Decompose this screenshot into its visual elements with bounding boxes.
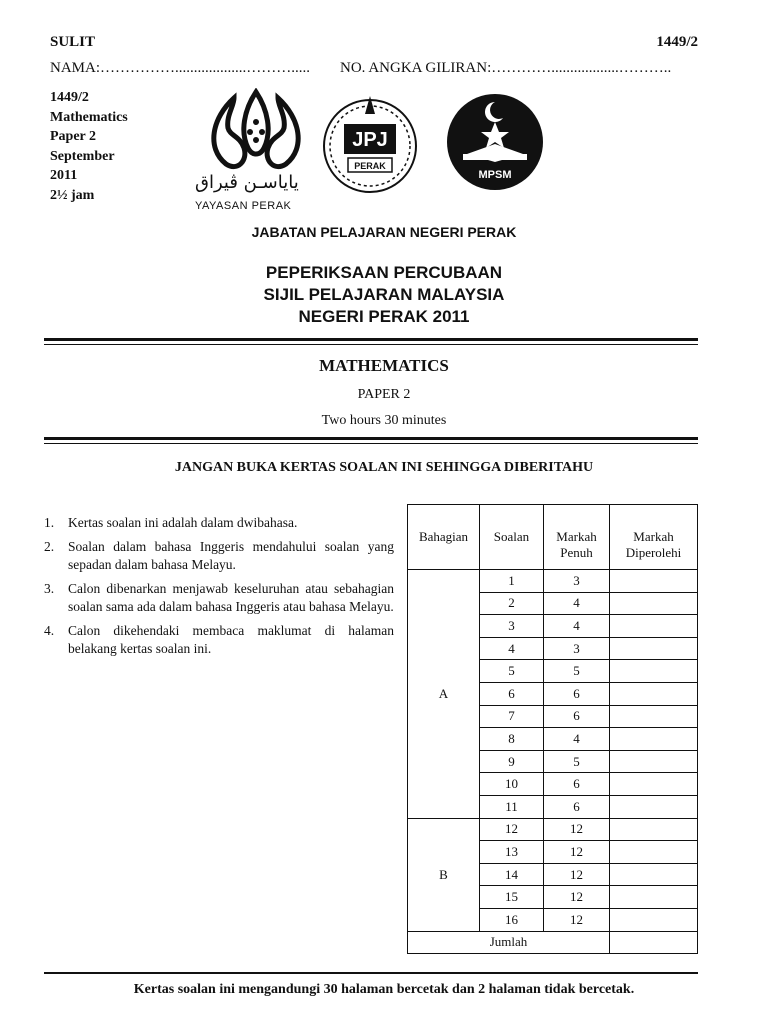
duration-label: Two hours 30 minutes xyxy=(321,413,447,428)
markah-diperolehi-cell[interactable] xyxy=(610,841,698,864)
soalan-cell: 7 xyxy=(480,705,544,728)
instruction-number: 1. xyxy=(44,515,55,530)
markah-diperolehi-cell[interactable] xyxy=(610,615,698,638)
table-total-row xyxy=(408,931,698,954)
mpsm-text: MPSM xyxy=(478,169,512,181)
markah-diperolehi-cell[interactable] xyxy=(610,863,698,886)
soalan-cell: 11 xyxy=(480,795,544,818)
markah-penuh-cell: 12 xyxy=(544,908,610,931)
soalan-cell: 12 xyxy=(480,818,544,841)
meta-code: 1449/2 xyxy=(50,90,89,105)
table-row xyxy=(408,570,698,593)
instruction-number: 4. xyxy=(44,623,55,638)
exam-title-line-1: PEPERIKSAAN PERCUBAAN xyxy=(265,263,503,282)
markah-penuh-cell: 6 xyxy=(544,682,610,705)
instruction-text: Calon dibenarkan menjawab keseluruhan atau sebahagian soalan sama ada dalam bahasa Inggeris atau bahasa Melayu. xyxy=(68,581,394,614)
markah-penuh-cell: 12 xyxy=(544,886,610,909)
nama-field: NAMA:……………...................………..... xyxy=(50,60,311,76)
markah-diperolehi-cell[interactable] xyxy=(610,750,698,773)
markah-penuh-cell: 4 xyxy=(544,615,610,638)
markah-penuh-cell: 4 xyxy=(544,592,610,615)
meta-year: 2011 xyxy=(50,168,78,183)
total-label: Jumlah xyxy=(408,931,610,954)
yayasan-perak-logo xyxy=(204,88,308,176)
instruction-number: 2. xyxy=(44,539,55,554)
subject-title: MATHEMATICS xyxy=(319,356,449,375)
sulit-label: SULIT xyxy=(50,34,96,50)
exam-title-line-2: SIJIL PELAJARAN MALAYSIA xyxy=(263,285,505,304)
mpsm-logo xyxy=(445,92,545,192)
soalan-cell: 15 xyxy=(480,886,544,909)
markah-penuh-cell: 5 xyxy=(544,660,610,683)
meta-month: September xyxy=(50,148,115,164)
markah-penuh-cell: 3 xyxy=(544,637,610,660)
yayasan-perak-text: YAYASAN PERAK xyxy=(195,200,292,212)
warning-text: JANGAN BUKA KERTAS SOALAN INI SEHINGGA DIBERITAHU xyxy=(174,460,594,475)
soalan-cell: 10 xyxy=(480,773,544,796)
markah-penuh-cell: 6 xyxy=(544,705,610,728)
exam-title-line-3: NEGERI PERAK 2011 xyxy=(298,307,470,326)
instruction-number: 3. xyxy=(44,581,55,596)
instruction-item xyxy=(44,514,394,532)
instruction-text: Calon dikehendaki membaca maklumat di halaman belakang kertas soalan ini. xyxy=(68,623,394,656)
table-header-row xyxy=(408,505,698,570)
soalan-cell: 13 xyxy=(480,841,544,864)
divider-mid-thin xyxy=(44,443,698,444)
instruction-text: Soalan dalam bahasa Inggeris mendahului soalan yang sepadan dalam bahasa Melayu. xyxy=(68,539,394,572)
section-a-cell: A xyxy=(408,570,480,819)
page-count-footer: Kertas soalan ini mengandungi 30 halaman bercetak dan 2 halaman tidak bercetak. xyxy=(133,982,635,997)
markah-penuh-cell: 3 xyxy=(544,570,610,593)
markah-diperolehi-cell[interactable] xyxy=(610,637,698,660)
soalan-cell: 5 xyxy=(480,660,544,683)
meta-subject: Mathematics xyxy=(50,109,128,125)
markah-diperolehi-cell[interactable] xyxy=(610,682,698,705)
header-markah-diperolehi: Markah Diperolehi xyxy=(610,505,698,570)
soalan-cell: 16 xyxy=(480,908,544,931)
svg-text:JPJ: JPJ xyxy=(352,129,388,151)
markah-penuh-cell: 12 xyxy=(544,841,610,864)
instruction-text: Kertas soalan ini adalah dalam dwibahasa. xyxy=(68,515,298,530)
table-body xyxy=(408,570,698,932)
markah-diperolehi-cell[interactable] xyxy=(610,886,698,909)
soalan-cell: 14 xyxy=(480,863,544,886)
markah-diperolehi-cell[interactable] xyxy=(610,795,698,818)
markah-diperolehi-cell[interactable] xyxy=(610,773,698,796)
yayasan-arabic-text: يايا‌سـن ڤيراق xyxy=(195,172,299,193)
exam-title xyxy=(0,262,768,328)
markah-diperolehi-cell[interactable] xyxy=(610,570,698,593)
instruction-item xyxy=(44,580,394,616)
soalan-cell: 6 xyxy=(480,682,544,705)
markah-penuh-cell: 6 xyxy=(544,773,610,796)
markah-diperolehi-cell[interactable] xyxy=(610,728,698,751)
markah-diperolehi-cell[interactable] xyxy=(610,818,698,841)
meta-duration: 2½ jam xyxy=(50,187,95,203)
soalan-cell: 9 xyxy=(480,750,544,773)
header-markah-penuh: Markah Penuh xyxy=(544,505,610,570)
paper-code: 1449/2 xyxy=(656,34,698,50)
table-row xyxy=(408,818,698,841)
total-value-cell[interactable] xyxy=(610,931,698,954)
soalan-cell: 8 xyxy=(480,728,544,751)
soalan-cell: 2 xyxy=(480,592,544,615)
markah-penuh-cell: 4 xyxy=(544,728,610,751)
jpn-perak-logo xyxy=(318,92,422,196)
soalan-cell: 4 xyxy=(480,637,544,660)
department-name: JABATAN PELAJARAN NEGERI PERAK xyxy=(251,224,517,240)
markah-diperolehi-cell[interactable] xyxy=(610,908,698,931)
section-b-cell: B xyxy=(408,818,480,931)
jpn-perak-text: PERAK xyxy=(354,161,386,171)
markah-diperolehi-cell[interactable] xyxy=(610,705,698,728)
meta-paper: Paper 2 xyxy=(50,129,97,144)
markah-diperolehi-cell[interactable] xyxy=(610,660,698,683)
instructions-list xyxy=(44,514,394,664)
markah-penuh-cell: 12 xyxy=(544,818,610,841)
paper-meta xyxy=(50,88,128,205)
header-soalan: Soalan xyxy=(480,505,544,570)
divider-bottom xyxy=(44,972,698,974)
markah-penuh-cell: 12 xyxy=(544,863,610,886)
header-bahagian: Bahagian xyxy=(408,505,480,570)
soalan-cell: 1 xyxy=(480,570,544,593)
markah-penuh-cell: 5 xyxy=(544,750,610,773)
markah-diperolehi-cell[interactable] xyxy=(610,592,698,615)
markah-penuh-cell: 6 xyxy=(544,795,610,818)
soalan-cell: 3 xyxy=(480,615,544,638)
paper-label: PAPER 2 xyxy=(357,387,411,402)
instruction-item xyxy=(44,538,394,574)
divider-top-thick xyxy=(44,338,698,341)
instruction-item xyxy=(44,622,394,658)
angka-giliran-field: NO. ANGKA GILIRAN:…………..................……….. xyxy=(340,60,672,76)
divider-top-thin xyxy=(44,344,698,345)
marks-table xyxy=(407,504,698,954)
divider-mid-thick xyxy=(44,437,698,440)
